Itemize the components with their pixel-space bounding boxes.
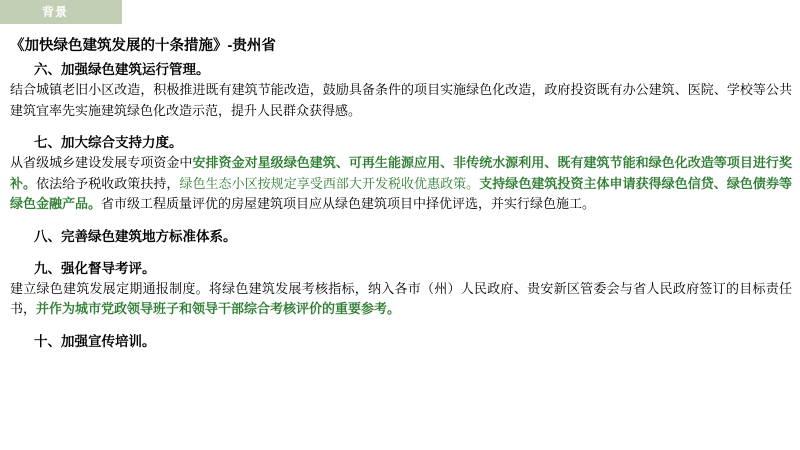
section-seven-highlight-2: 绿色生态小区按规定享受西部大开发税收优惠政策。	[179, 175, 480, 191]
section-nine-highlight-1: 并作为城市党政领导班子和领导干部综合考核评价的重要参考。	[36, 301, 401, 316]
section-eight	[10, 227, 792, 247]
section-ten	[10, 332, 792, 352]
section-seven-body	[10, 153, 792, 215]
section-eight-heading: 八、完善绿色建筑地方标准体系。	[34, 228, 237, 244]
section-seven-highlight-3: 支持绿色建筑投资主体申请获得绿色信贷、绿色债券等绿色金融产品。	[10, 175, 792, 211]
section-six-text: 结合城镇老旧小区改造，积极推进既有建筑节能改造，鼓励具备条件的项目实施绿色化改造，政府投资既有办公建筑、医院、学校等公共建筑宜率先实施建筑绿色化改造示范，提升人民群众获得感。	[10, 82, 792, 118]
section-seven-text-1: 从省级城乡建设发展专项资金中	[10, 155, 193, 170]
section-six	[10, 60, 792, 121]
section-ten-heading: 十、加强宣传培训。	[34, 333, 156, 349]
section-nine-text-1: 建立绿色建筑发展定期通报制度。将绿色建筑发展考核指标，纳入各市（州）人民政府、贵安新区管委会与省人民政府签订的目标责任书，	[10, 280, 792, 316]
section-seven-text-3: 省市级工程质量评优的房屋建筑项目应从绿色建筑项目中择优评选，并实行绿色施工。	[101, 196, 596, 211]
page-title: 《加快绿色建筑发展的十条措施》-贵州省	[10, 38, 276, 54]
document-content	[10, 60, 792, 352]
section-seven-highlight-1: 安排资金对星级绿色建筑、可再生能源应用、非传统水源利用、既有建筑节能和绿色化改造等项目进行奖补。	[10, 155, 792, 191]
section-seven	[10, 133, 792, 215]
header-band-label: 背景	[42, 5, 69, 19]
spacer-nine	[10, 247, 792, 259]
section-six-heading: 六、加强绿色建筑运行管理。	[34, 62, 210, 77]
section-nine	[10, 259, 792, 320]
section-seven-text-2: 依法给予税收政策扶持，	[36, 175, 180, 191]
spacer-eight	[10, 215, 792, 227]
section-seven-heading: 七、加大综合支持力度。	[34, 135, 183, 150]
spacer-ten	[10, 320, 792, 332]
section-nine-body	[10, 279, 792, 320]
spacer-seven	[10, 121, 792, 133]
section-nine-heading: 九、强化督导考评。	[34, 260, 156, 276]
section-six-body	[10, 80, 792, 121]
